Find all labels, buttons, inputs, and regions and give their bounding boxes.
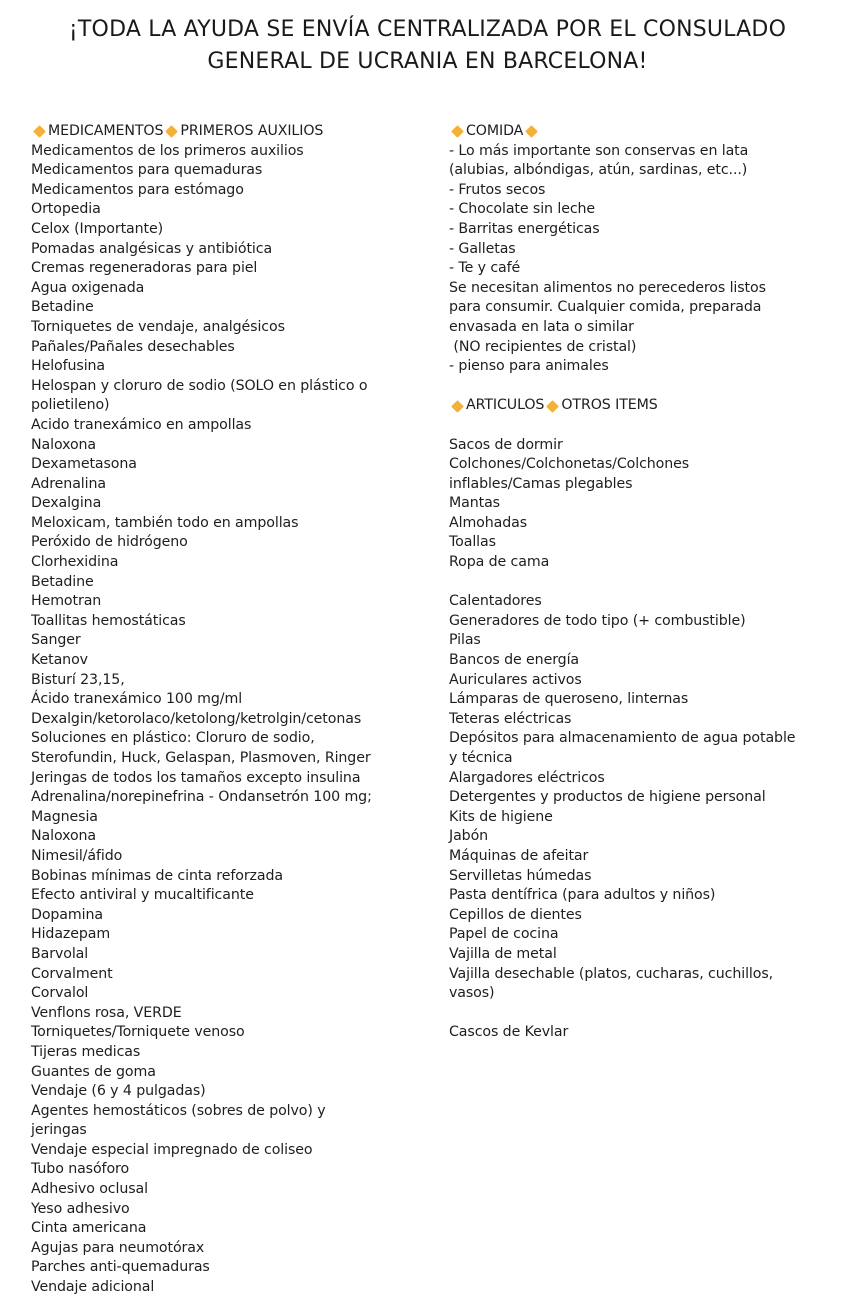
articulos-heading-label: ARTICULOS: [466, 397, 545, 414]
page-title: [0, 14, 855, 78]
list-item: Sanger: [31, 632, 81, 649]
diamond-icon: [33, 125, 46, 138]
list-item: Parches anti-quemaduras: [31, 1259, 210, 1276]
list-item: Ácido tranexámico 100 mg/ml: [31, 691, 243, 708]
list-item: Hidazepam: [31, 926, 111, 943]
list-item: Vendaje (6 y 4 pulgadas): [31, 1083, 206, 1100]
list-item: inflables/Camas plegables: [449, 475, 633, 492]
list-item: Toallitas hemostáticas: [31, 612, 186, 629]
articulos-group-equipo: [449, 592, 844, 1003]
medicamentos-column: [31, 122, 436, 1298]
list-item: para consumir. Cualquier comida, preparada: [449, 299, 762, 316]
list-item: Medicamentos para quemaduras: [31, 162, 263, 179]
list-item: Teteras eléctricas: [449, 710, 572, 727]
articulos-group-proteccion: [449, 1023, 844, 1043]
list-item: vasos): [449, 985, 495, 1002]
list-item: Papel de cocina: [449, 926, 559, 943]
list-item: Sterofundin, Huck, Gelaspan, Plasmoven, Ringer: [31, 750, 371, 766]
diamond-icon: [525, 125, 538, 138]
list-item: envasada en lata o similar: [449, 318, 634, 335]
spacer: [449, 416, 844, 436]
spacer: [449, 1004, 844, 1024]
list-item: Agentes hemostáticos (sobres de polvo) y: [31, 1102, 326, 1119]
list-item: Adhesivo oclusal: [31, 1181, 148, 1198]
list-item: Corvalment: [31, 965, 113, 982]
list-item: Tubo nasóforo: [31, 1161, 130, 1178]
title-line-2: GENERAL DE UCRANIA EN BARCELONA!: [207, 49, 648, 74]
comida-heading: [449, 122, 844, 142]
list-item: Pañales/Pañales desechables: [31, 338, 235, 355]
list-item: Lámparas de queroseno, linternas: [449, 691, 689, 708]
list-item: Ketanov: [31, 652, 88, 669]
diamond-icon: [166, 125, 179, 138]
list-item: Mantas: [449, 495, 500, 512]
list-item: Almohadas: [449, 514, 528, 531]
list-item: Magnesia: [31, 808, 98, 825]
list-item: - Frutos secos: [449, 181, 546, 198]
list-item: - pienso para animales: [449, 358, 609, 375]
list-item: Cremas regeneradoras para piel: [31, 260, 258, 277]
list-item: Helospan y cloruro de sodio (SOLO en plástico o: [31, 377, 368, 394]
list-item: - Lo más importante son conservas en lata: [449, 142, 749, 159]
list-item: Dopamina: [31, 906, 103, 923]
medicamentos-heading-label: MEDICAMENTOS: [48, 123, 164, 139]
list-item: Hemotran: [31, 593, 102, 610]
list-item: y técnica: [449, 750, 513, 766]
list-item: Generadores de todo tipo (+ combustible): [449, 612, 746, 629]
list-item: Cepillos de dientes: [449, 906, 582, 923]
list-item: Pilas: [449, 632, 481, 649]
list-item: Nimesil/áfido: [31, 847, 123, 864]
list-item: Adrenalina/norepinefrina - Ondansetrón 100 mg;: [31, 789, 372, 806]
list-item: Torniquetes/Torniquete venoso: [31, 1024, 245, 1041]
list-item: Pomadas analgésicas y antibiótica: [31, 240, 273, 257]
list-item: Agua oxigenada: [31, 279, 145, 296]
list-item: Celox (Importante): [31, 220, 164, 237]
list-item: Efecto antiviral y mucaltificante: [31, 887, 254, 904]
articulos-group-dormir: [449, 436, 844, 573]
list-item: Bobinas mínimas de cinta reforzada: [31, 867, 284, 884]
spacer: [449, 377, 844, 397]
list-item: Alargadores eléctricos: [449, 769, 605, 786]
list-item: Betadine: [31, 299, 94, 316]
list-item: Vajilla de metal: [449, 945, 557, 962]
diamond-icon: [451, 125, 464, 138]
list-item: Pasta dentífrica (para adultos y niños): [449, 887, 716, 904]
list-item: Jabón: [449, 828, 489, 845]
primeros-auxilios-heading-label: PRIMEROS AUXILIOS: [180, 123, 324, 139]
list-item: Yeso adhesivo: [31, 1200, 130, 1217]
list-item: Vendaje adicional: [31, 1279, 155, 1296]
list-item: - Barritas energéticas: [449, 220, 600, 237]
list-item: Jeringas de todos los tamaños excepto insulina: [31, 769, 361, 786]
spacer: [449, 573, 844, 593]
list-item: Máquinas de afeitar: [449, 847, 589, 864]
list-item: Dexalgin/ketorolaco/ketolong/ketrolgin/cetonas: [31, 710, 362, 727]
list-item: - Galletas: [449, 240, 516, 257]
medicamentos-list: [31, 142, 436, 1298]
list-item: Dexalgina: [31, 495, 102, 512]
list-item: Servilletas húmedas: [449, 867, 592, 884]
list-item: Peróxido de hidrógeno: [31, 534, 188, 551]
list-item: Barvolal: [31, 945, 89, 962]
list-item: Venflons rosa, VERDE: [31, 1004, 182, 1021]
articulos-heading: [449, 396, 844, 416]
list-item: Sacos de dormir: [449, 436, 563, 453]
list-item: Tijeras medicas: [31, 1043, 141, 1060]
list-item: Guantes de goma: [31, 1063, 156, 1080]
comida-heading-label: COMIDA: [466, 123, 524, 139]
list-item: Calentadores: [449, 593, 542, 610]
right-column: [449, 122, 844, 1043]
list-item: Colchones/Colchonetas/Colchones: [449, 456, 690, 473]
list-item: (alubias, albóndigas, atún, sardinas, etc...): [449, 162, 748, 179]
otros-items-heading-label: OTROS ITEMS: [561, 397, 658, 414]
list-item: - Te y café: [449, 260, 521, 277]
list-item: Betadine: [31, 573, 94, 590]
list-item: Helofusina: [31, 358, 106, 375]
list-item: Dexametasona: [31, 456, 137, 473]
list-item: Se necesitan alimentos no perecederos listos: [449, 279, 766, 296]
list-item: Toallas: [449, 534, 496, 551]
list-item: Cinta americana: [31, 1220, 147, 1237]
diamond-icon: [546, 400, 559, 413]
list-item: Medicamentos de los primeros auxilios: [31, 142, 304, 159]
list-item: Adrenalina: [31, 475, 106, 492]
list-item: Naloxona: [31, 828, 97, 845]
list-item: Clorhexidina: [31, 554, 119, 571]
list-item: Acido tranexámico en ampollas: [31, 416, 252, 433]
list-item: Agujas para neumotórax: [31, 1239, 205, 1256]
list-item: Cascos de Kevlar: [449, 1024, 569, 1041]
list-item: Vendaje especial impregnado de coliseo: [31, 1141, 313, 1158]
list-item: Ortopedia: [31, 201, 101, 218]
list-item: Torniquetes de vendaje, analgésicos: [31, 318, 285, 335]
list-item: - Chocolate sin leche: [449, 201, 596, 218]
list-item: Bisturí 23,15,: [31, 671, 125, 688]
diamond-icon: [451, 400, 464, 413]
list-item: jeringas: [31, 1122, 87, 1139]
list-item: Auriculares activos: [449, 671, 582, 688]
comida-list: [449, 142, 844, 377]
list-item: Meloxicam, también todo en ampollas: [31, 514, 299, 531]
list-item: Corvalol: [31, 985, 89, 1002]
medicamentos-heading: [31, 122, 436, 142]
title-line-1: ¡TODA LA AYUDA SE ENVÍA CENTRALIZADA POR EL CONSULADO: [68, 17, 787, 42]
list-item: Bancos de energía: [449, 652, 580, 669]
list-item: Vajilla desechable (platos, cucharas, cuchillos,: [449, 965, 774, 982]
list-item: Kits de higiene: [449, 808, 553, 825]
list-item: Soluciones en plástico: Cloruro de sodio,: [31, 730, 315, 747]
list-item: (NO recipientes de cristal): [449, 338, 637, 355]
list-item: Ropa de cama: [449, 554, 550, 571]
list-item: Medicamentos para estómago: [31, 181, 244, 198]
list-item: Depósitos para almacenamiento de agua potable: [449, 730, 796, 747]
list-item: Naloxona: [31, 436, 97, 453]
list-item: polietileno): [31, 397, 110, 414]
list-item: Detergentes y productos de higiene personal: [449, 789, 766, 806]
